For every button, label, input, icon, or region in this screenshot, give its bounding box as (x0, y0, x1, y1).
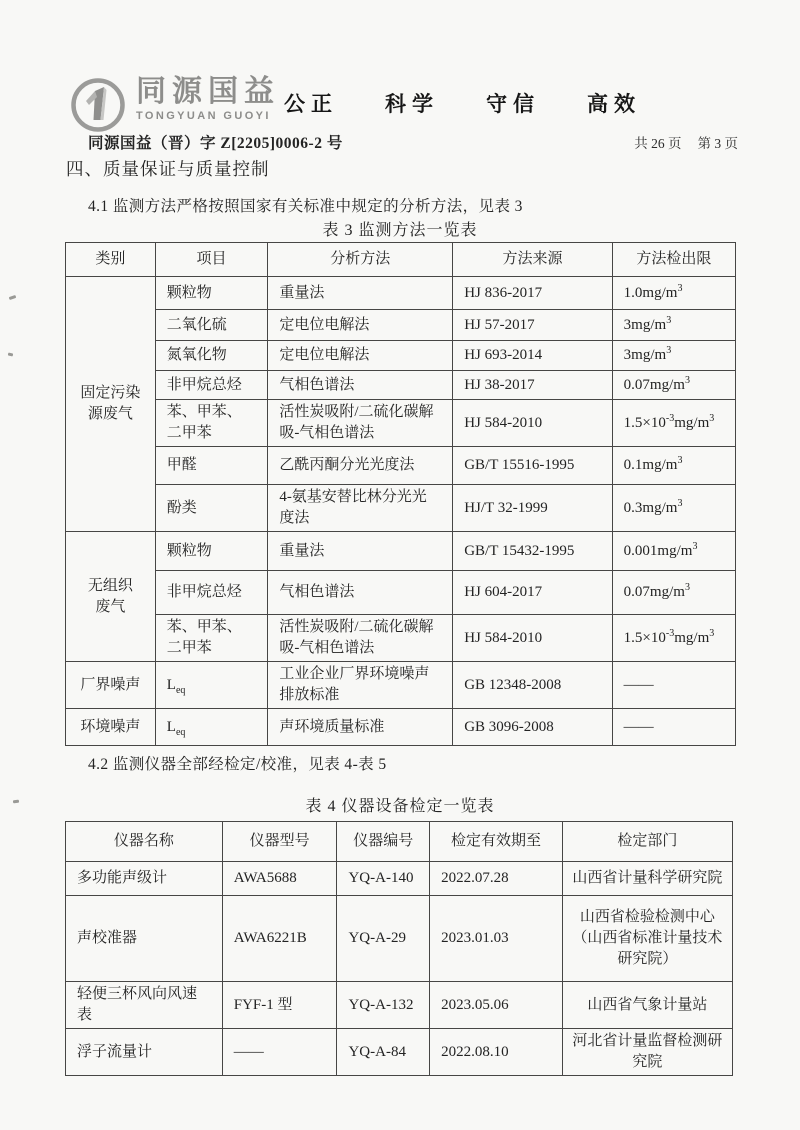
table-row (66, 400, 736, 447)
table-row (66, 662, 736, 709)
page-current: 第 3 页 (697, 136, 738, 151)
cell-item: 苯、甲苯、二甲苯 (155, 615, 268, 662)
pages-total: 共 26 页 (634, 136, 682, 151)
cell-item: 苯、甲苯、二甲苯 (155, 400, 268, 447)
cell-valid-until: 2023.05.06 (430, 982, 563, 1029)
company-logo-icon (69, 76, 127, 134)
cell-instrument-name: 声校准器 (66, 896, 223, 982)
cell-detection-limit: $0.3mg/m^3$ (612, 485, 735, 532)
cell-analysis-method: 气相色谱法 (268, 571, 453, 615)
col-header-method-source: 方法来源 (453, 243, 612, 277)
cell-method-source: GB 3096-2008 (453, 709, 612, 746)
cell-analysis-method: 重量法 (268, 532, 453, 571)
cell-method-source: HJ 836-2017 (453, 277, 612, 310)
cell-method-source: HJ 584-2010 (453, 400, 612, 447)
cell-item: $L_{eq}$ (155, 662, 268, 709)
brand-text (136, 76, 280, 122)
table-row (66, 277, 736, 310)
col-header-instrument-no: 仪器编号 (337, 822, 430, 862)
slogan-row (284, 88, 641, 118)
cell-detection-limit: $1.5\times 10^{-3}mg/m^3$ (612, 400, 735, 447)
cell-item: 颗粒物 (155, 532, 268, 571)
document-number: 同源国益（晋）字 Z[2205]0006-2 号 (88, 135, 343, 152)
cell-method-source: HJ 584-2010 (453, 615, 612, 662)
cell-instrument-no: YQ-A-29 (337, 896, 430, 982)
cell-valid-until: 2022.07.28 (430, 862, 563, 896)
table-header-row (66, 822, 733, 862)
cell-method-source: HJ 38-2017 (453, 371, 612, 400)
cell-method-source: GB 12348-2008 (453, 662, 612, 709)
cell-instrument-model: AWA5688 (222, 862, 337, 896)
col-header-instrument-name: 仪器名称 (66, 822, 223, 862)
cell-detection-limit: $0.07mg/m^3$ (612, 571, 735, 615)
cell-method-source: HJ 57-2017 (453, 310, 612, 341)
cell-detection-limit: —— (612, 709, 735, 746)
table-row (66, 615, 736, 662)
col-header-valid-until: 检定有效期至 (430, 822, 563, 862)
cell-item: 甲醛 (155, 447, 268, 485)
monitoring-methods-table (65, 242, 736, 746)
table-row (66, 485, 736, 532)
cell-detection-limit: $1.5\times 10^{-3}mg/m^3$ (612, 615, 735, 662)
cell-detection-limit: $0.1mg/m^3$ (612, 447, 735, 485)
cell-method-source: HJ/T 32-1999 (453, 485, 612, 532)
scan-speck (8, 353, 14, 357)
paragraph-4-1: 4.1 监测方法严格按照国家有关标准中规定的分析方法，见表 3 (88, 198, 523, 215)
cell-instrument-no: YQ-A-132 (337, 982, 430, 1029)
table-row (66, 896, 733, 982)
cell-method-source: HJ 693-2014 (453, 341, 612, 371)
table-row (66, 532, 736, 571)
cell-analysis-method: 活性炭吸附/二硫化碳解吸-气相色谱法 (268, 400, 453, 447)
cell-verification-dept: 山西省计量科学研究院 (562, 862, 732, 896)
cell-analysis-method: 乙酰丙酮分光光度法 (268, 447, 453, 485)
cell-category: 无组织 废气 (66, 532, 156, 662)
cell-analysis-method: 定电位电解法 (268, 310, 453, 341)
scan-speck (9, 295, 17, 300)
brand-name-cn: 同源国益 (136, 75, 280, 108)
cell-instrument-model: FYF-1 型 (222, 982, 337, 1029)
slogan-fairness: 公正 (284, 93, 338, 116)
cell-instrument-name: 浮子流量计 (66, 1029, 223, 1076)
brand-name-en: TONGYUAN GUOYI (136, 110, 271, 122)
cell-method-source: GB/T 15432-1995 (453, 532, 612, 571)
cell-item: 非甲烷总烃 (155, 371, 268, 400)
col-header-category: 类别 (66, 243, 156, 277)
page-info (634, 132, 738, 152)
table-header-row (66, 243, 736, 277)
table3-title: 表 3 监测方法一览表 (322, 222, 478, 239)
cell-analysis-method: 声环境质量标准 (268, 709, 453, 746)
table-row (66, 1029, 733, 1076)
cell-valid-until: 2022.08.10 (430, 1029, 563, 1076)
cell-item: $L_{eq}$ (155, 709, 268, 746)
cell-method-source: GB/T 15516-1995 (453, 447, 612, 485)
cell-analysis-method: 4-氨基安替比林分光光度法 (268, 485, 453, 532)
cell-instrument-name: 轻便三杯风向风速表 (66, 982, 223, 1029)
cell-item: 二氧化硫 (155, 310, 268, 341)
table-row (66, 447, 736, 485)
cell-verification-dept: 山西省气象计量站 (562, 982, 732, 1029)
cell-analysis-method: 活性炭吸附/二硫化碳解吸-气相色谱法 (268, 615, 453, 662)
table-row (66, 310, 736, 341)
cell-detection-limit: —— (612, 662, 735, 709)
table-row (66, 341, 736, 371)
cell-instrument-no: YQ-A-84 (337, 1029, 430, 1076)
cell-item: 颗粒物 (155, 277, 268, 310)
brand-block (69, 76, 280, 134)
cell-analysis-method: 气相色谱法 (268, 371, 453, 400)
cell-item: 酚类 (155, 485, 268, 532)
col-header-detection-limit: 方法检出限 (612, 243, 735, 277)
cell-detection-limit: $1.0mg/m^3$ (612, 277, 735, 310)
table-row (66, 571, 736, 615)
cell-category: 厂界噪声 (66, 662, 156, 709)
col-header-verification-dept: 检定部门 (562, 822, 732, 862)
cell-method-source: HJ 604-2017 (453, 571, 612, 615)
col-header-analysis-method: 分析方法 (268, 243, 453, 277)
cell-category: 环境噪声 (66, 709, 156, 746)
cell-analysis-method: 工业企业厂界环境噪声排放标准 (268, 662, 453, 709)
cell-verification-dept: 山西省检验检测中心（山西省标准计量技术研究院） (562, 896, 732, 982)
document-number-row (88, 131, 738, 153)
slogan-efficiency: 高效 (587, 93, 641, 116)
cell-instrument-model: AWA6221B (222, 896, 337, 982)
cell-analysis-method: 定电位电解法 (268, 341, 453, 371)
cell-detection-limit: $0.07mg/m^3$ (612, 371, 735, 400)
cell-category: 固定污染 源废气 (66, 277, 156, 532)
cell-detection-limit: $3mg/m^3$ (612, 310, 735, 341)
slogan-science: 科学 (385, 93, 439, 116)
cell-instrument-no: YQ-A-140 (337, 862, 430, 896)
cell-analysis-method: 重量法 (268, 277, 453, 310)
table-row (66, 371, 736, 400)
col-header-item: 项目 (155, 243, 268, 277)
cell-detection-limit: $0.001mg/m^3$ (612, 532, 735, 571)
instrument-verification-table (65, 821, 733, 1076)
slogan-integrity: 守信 (486, 93, 540, 116)
col-header-instrument-model: 仪器型号 (222, 822, 337, 862)
cell-valid-until: 2023.01.03 (430, 896, 563, 982)
cell-detection-limit: $3mg/m^3$ (612, 341, 735, 371)
paragraph-4-2: 4.2 监测仪器全部经检定/校准，见表 4-表 5 (88, 756, 387, 773)
table-row (66, 982, 733, 1029)
cell-instrument-name: 多功能声级计 (66, 862, 223, 896)
table-row (66, 709, 736, 746)
cell-item: 氮氧化物 (155, 341, 268, 371)
cell-item: 非甲烷总烃 (155, 571, 268, 615)
table-row (66, 862, 733, 896)
cell-verification-dept: 河北省计量监督检测研究院 (562, 1029, 732, 1076)
section-heading: 四、质量保证与质量控制 (66, 159, 270, 179)
table4-title: 表 4 仪器设备检定一览表 (305, 798, 495, 815)
cell-instrument-model: —— (222, 1029, 337, 1076)
